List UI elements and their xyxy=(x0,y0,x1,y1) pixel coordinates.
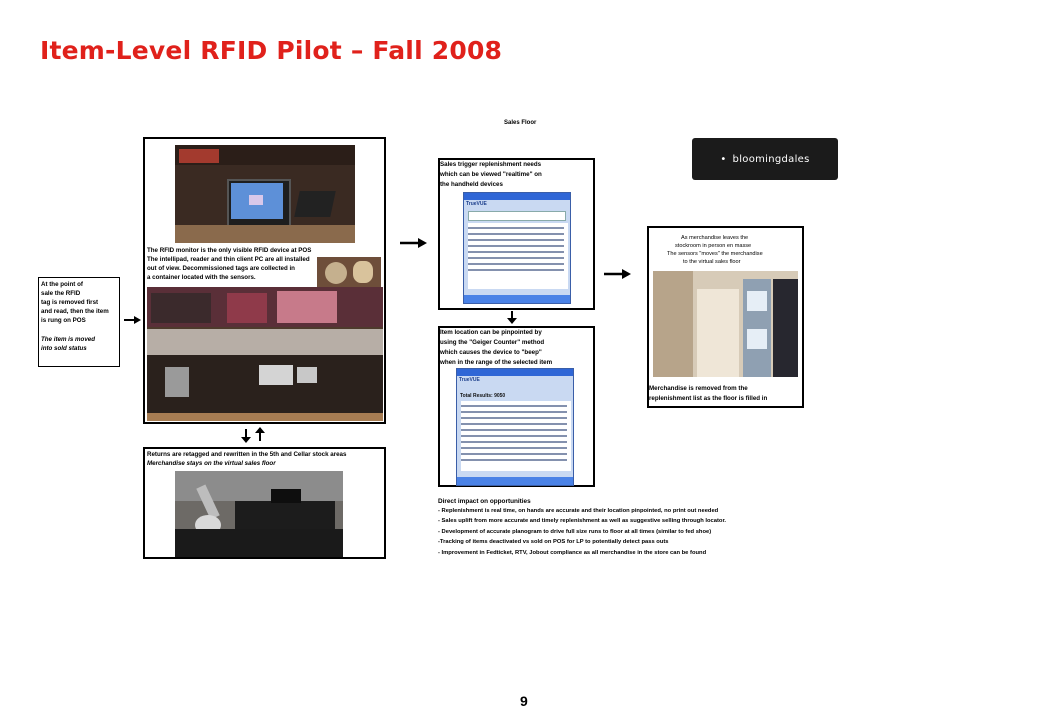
replenish-line-1: Sales trigger replenishment needs xyxy=(440,161,542,168)
merch-caption-2: replenishment list as the floor is filled in xyxy=(649,395,768,402)
merch-header-4: to the virtual sales floor xyxy=(683,259,741,265)
pos-line-2: sale the RFID xyxy=(41,290,81,297)
pos-caption-1: The RFID monitor is the only visible RFID device at POS xyxy=(147,247,312,254)
pos-note-2: into sold status xyxy=(41,345,87,352)
pos-line-4: and read, then the item xyxy=(41,308,109,315)
bidirectional-arrow-icon xyxy=(240,427,268,443)
pos-line-1: At the point of xyxy=(41,281,83,288)
merch-header-3: The sensors "moves" the merchandise xyxy=(667,251,763,257)
replenishment-box xyxy=(438,158,595,310)
logo-text: bloomingdales xyxy=(732,153,810,165)
tag-container-photo xyxy=(317,257,381,287)
pos-caption-3: out of view. Decommissioned tags are collected in xyxy=(147,265,295,272)
arrow-right-icon xyxy=(124,314,142,326)
slide-title: Item-Level RFID Pilot – Fall 2008 xyxy=(40,36,503,65)
replenish-line-3: the handheld devices xyxy=(440,181,503,188)
handheld-replenish-screen xyxy=(463,192,571,304)
pos-monitor-photo xyxy=(175,145,355,243)
pos-caption-4: a container located with the sensors. xyxy=(147,274,256,281)
arrow-right-icon xyxy=(604,268,632,280)
pos-caption-2: The intellipad, reader and thin client PC are all installed xyxy=(147,256,310,263)
merch-caption-1: Merchandise is removed from the xyxy=(649,385,748,392)
replenish-line-2: which can be viewed "realtime" on xyxy=(440,171,542,178)
impact-heading: Direct impact on opportunities xyxy=(438,498,531,505)
locate-line-1: Item location can be pinpointed by xyxy=(440,329,542,336)
returns-box xyxy=(143,447,386,559)
merchandise-box xyxy=(647,226,804,408)
sales-floor-label: Sales Floor xyxy=(504,120,537,126)
app-name-1: TrueVUE xyxy=(466,201,487,207)
impact-item-2: - Sales uplift from more accurate and timely replenishment as well as suggestive selling through locator. xyxy=(438,518,726,524)
arrow-down-icon xyxy=(506,311,518,325)
retagging-station-photo xyxy=(175,471,343,557)
impact-item-3: - Development of accurate planogram to drive full size runs to floor at all times (similar to fed shoe) xyxy=(438,529,712,535)
pos-counter-photo xyxy=(147,287,383,421)
point-of-sale-box xyxy=(38,277,120,367)
locate-line-2: using the "Geiger Counter" method xyxy=(440,339,545,346)
app-name-2: TrueVUE xyxy=(459,377,480,383)
item-location-box xyxy=(438,326,595,487)
impact-item-5: - Improvement in Fedticket, RTV, Jobout compliance as all merchandise in the store can be found xyxy=(438,550,707,556)
pos-note-1: The item is moved xyxy=(41,336,95,343)
merch-header-1: As merchandise leaves the xyxy=(681,235,749,241)
returns-caption: Returns are retagged and rewritten in the 5th and Cellar stock areas xyxy=(147,451,347,458)
pos-line-5: is rung on POS xyxy=(41,317,86,324)
total-results-label: Total Results: 9050 xyxy=(460,393,506,399)
pos-line-3: tag is removed first xyxy=(41,299,99,306)
arrow-right-icon xyxy=(400,237,428,249)
merch-header-2: stockroom in person en masse xyxy=(675,243,752,249)
impact-item-4: -Tracking of items deactivated vs sold on POS for LP to potentially detect pass outs xyxy=(438,539,669,545)
stockroom-photo xyxy=(653,231,798,377)
bloomingdales-logo: • bloomingdales xyxy=(692,138,838,180)
process-diagram xyxy=(30,110,820,580)
handheld-locate-screen xyxy=(456,368,574,486)
locate-line-4: when in the range of the selected item xyxy=(440,359,553,366)
pos-photo-box xyxy=(143,137,386,424)
locate-line-3: which causes the device to "beep" xyxy=(440,349,542,356)
impact-item-1: - Replenishment is real time, on hands are accurate and their location pinpointed, no print out needed xyxy=(438,508,719,514)
page-number: 9 xyxy=(520,693,528,709)
returns-note: Merchandise stays on the virtual sales floor xyxy=(147,460,276,467)
